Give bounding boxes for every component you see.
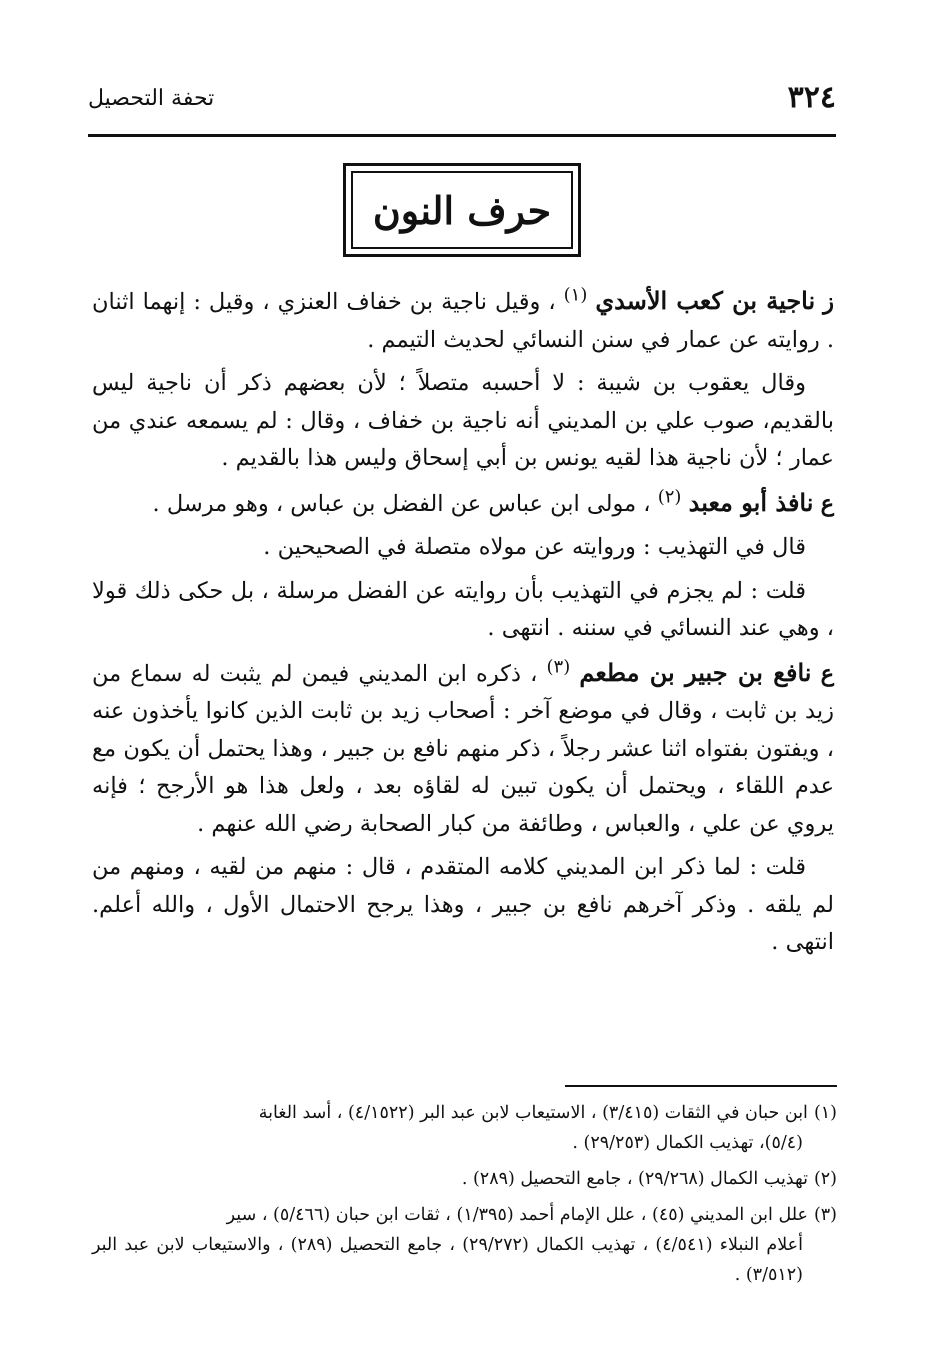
paragraph: قلت : لم يجزم في التهذيب بأن روايته عن الفضل مرسلة ، بل حكى ذلك قولا ، وهي عند النسائي في سننه . انتهى . xyxy=(92,577,834,641)
footnote-text-continued: (٥/٤)، تهذيب الكمال (٢٩/٢٥٣) . xyxy=(572,1133,803,1153)
entry-name: نافع بن جبير بن مطعم xyxy=(579,657,812,687)
footnote-text-continued: أعلام النبلاء (٤/٥٤١) ، تهذيب الكمال (٢٩/٢٧٢) ، جامع التحصيل (٢٨٩) ، والاستيعاب لابن عبد البر (٣/٥١٢) . xyxy=(92,1235,803,1285)
entry-symbol: ز xyxy=(823,289,835,315)
chapter-title-box xyxy=(343,163,581,257)
paragraph: وقال يعقوب بن شيبة : لا أحسبه متصلاً ؛ لأن بعضهم ذكر أن ناجية ليس بالقديم، صوب علي بن المديني أنه ناجية بن خفاف ، وقال : لم يسمعه عندي من عمار ؛ لأن ناجية هذا لقيه يونس بن أبي إسحاق وليس هذا بالقديم . xyxy=(92,370,834,471)
entry-text: ، وقيل ناجية بن خفاف العنزي ، وقيل : إنهما اثنان . روايته عن عمار في سنن النسائي لحديث التيمم . xyxy=(92,289,834,353)
footnotes xyxy=(92,1098,837,1296)
footnote-text: تهذيب الكمال (٢٩/٢٦٨) ، جامع التحصيل (٢٨٩) . xyxy=(461,1169,808,1189)
entry-name: نافذ أبو معبد xyxy=(688,487,814,517)
entry-naafidh xyxy=(92,484,834,524)
entry-text: ، ذكره ابن المديني فيمن لم يثبت له سماع من زيد بن ثابت ، وقال في موضع آخر : أصحاب زيد بن ثابت الذين كانوا يأخذون عنه ، ويفتون بفتواه اثنا عشر رجلاً ، ذكر منهم نافع بن جبير ، وهذا يحتمل أن يكون مع عدم اللقاء ، ويحتمل أن يكون تبين له لقاؤه بعد ، ولعل هذا هو الأرجح ؛ فإنه يروي عن علي ، والعباس ، وطائفة من كبار الصحابة رضي الله عنهم . xyxy=(92,660,834,837)
entry-naajiya xyxy=(92,282,834,359)
footnote-ref: (٢) xyxy=(657,486,682,507)
footnote-ref: (١) xyxy=(563,284,588,306)
footnote-number: (٣) xyxy=(813,1205,837,1225)
page-number: ٣٢٤ xyxy=(787,80,836,115)
chapter-title: حرف النون xyxy=(351,171,573,249)
entry-text: ، مولى ابن عباس عن الفضل بن عباس ، وهو مرسل . xyxy=(152,490,658,517)
entry-symbol: ع xyxy=(820,660,834,687)
header-divider xyxy=(88,134,836,137)
page-header xyxy=(88,80,836,120)
entry-symbol: ع xyxy=(820,490,834,517)
footnote-number: (٢) xyxy=(813,1169,837,1189)
running-title: تحفة التحصيل xyxy=(88,86,215,111)
footnote-text: علل ابن المديني (٤٥) ، علل الإمام أحمد (١/٣٩٥) ، ثقات ابن حبان (٥/٤٦٦) ، سير xyxy=(226,1205,808,1225)
footnote-divider xyxy=(565,1085,837,1087)
footnote xyxy=(92,1200,837,1290)
footnote-ref: (٣) xyxy=(546,656,571,677)
paragraph: قلت : لما ذكر ابن المديني كلامه المتقدم ، قال : منهم من لقيه ، ومنهم من لم يلقه . وذكر آخرهم نافع بن جبير ، وهذا يرجح الاحتمال الأول ، والله أعلم. انتهى . xyxy=(92,854,834,955)
entry-naafi xyxy=(92,654,834,844)
footnote-text: ابن حبان في الثقات (٣/٤١٥) ، الاستيعاب لابن عبد البر (٤/١٥٢٢) ، أسد الغابة xyxy=(258,1103,808,1123)
main-text xyxy=(92,282,834,968)
entry-name: ناجية بن كعب الأسدي xyxy=(595,286,816,315)
footnote xyxy=(92,1164,837,1194)
footnote xyxy=(92,1098,837,1158)
paragraph: قال في التهذيب : وروايته عن مولاه متصلة في الصحيحين . xyxy=(263,534,806,560)
footnote-number: (١) xyxy=(813,1103,837,1123)
